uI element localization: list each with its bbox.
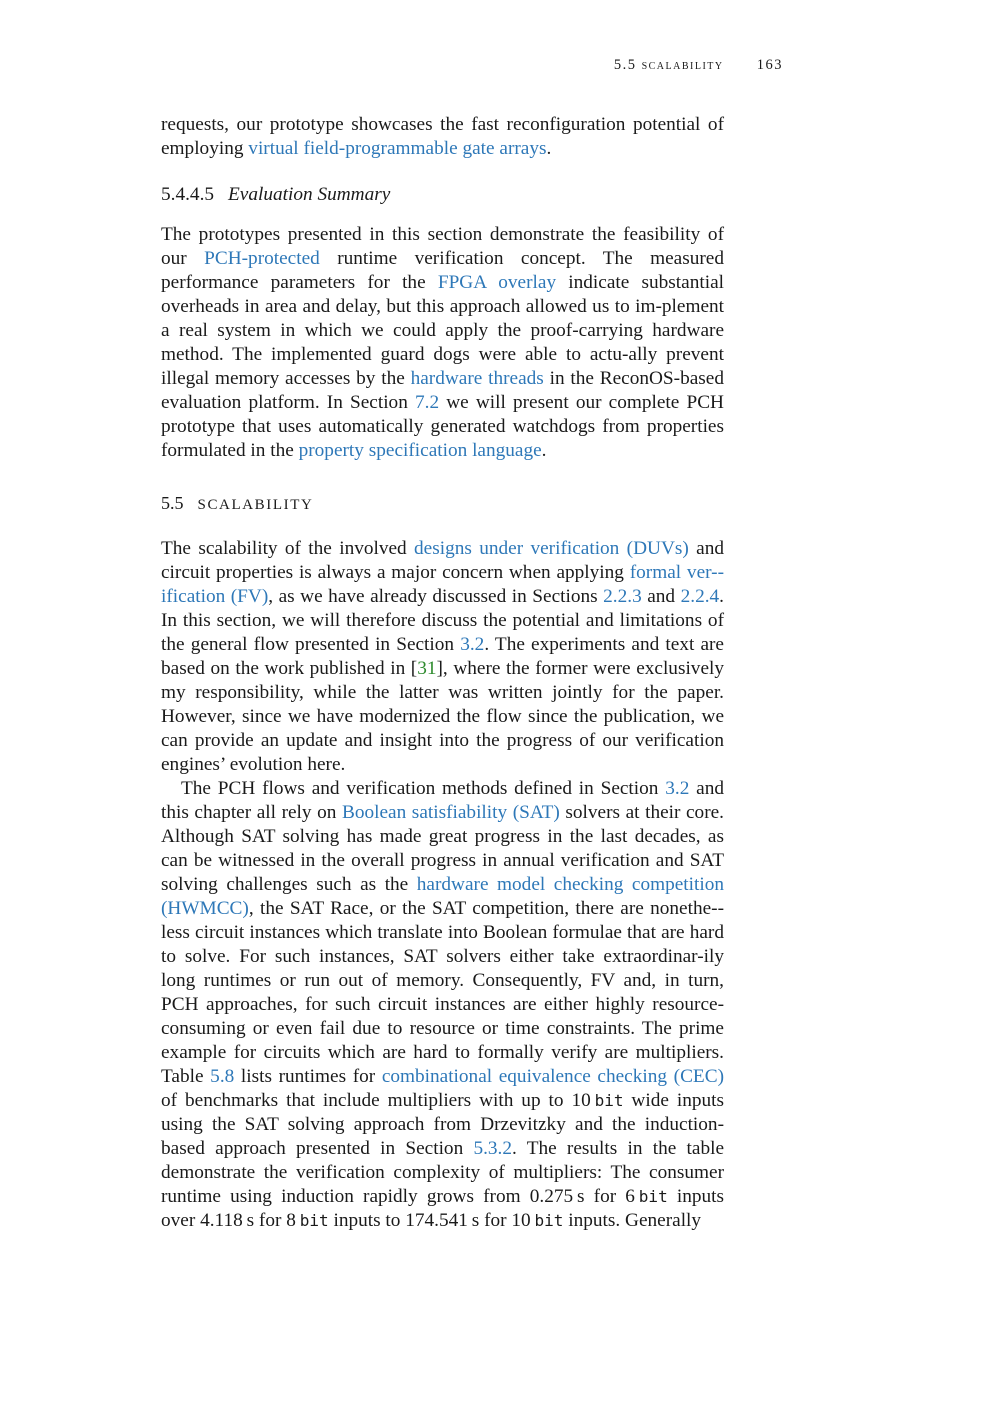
header-section-title: 5.5 scalability — [613, 57, 724, 73]
text-run: . The experiments and text are based on the work published in [ — [161, 634, 724, 679]
text-run: and — [641, 586, 681, 607]
unit-bit: bit — [638, 1187, 668, 1206]
link-section-7-2[interactable]: 7.2 — [414, 392, 440, 413]
subsection-heading — [161, 183, 724, 207]
text-run: indicate substantial overheads in area and delay, but this approach allowed us to im-plement a real system in which we could apply the proof-carrying hardware method. The implemented guard dogs were able to actu-ally prevent illegal memory accesses by the — [161, 272, 724, 389]
text-run: solvers at their core. Although SAT solving has made great progress in the last decades, as can be witnessed in the overall progress in annual verification and SAT solving challenges such as the — [161, 802, 724, 895]
paragraph-continuation — [161, 113, 724, 161]
text-run: lists runtimes for — [234, 1066, 382, 1087]
link-section-5-3-2[interactable]: 5.3.2 — [473, 1138, 513, 1159]
link-fv[interactable]: formal ver-ification (FV) — [161, 562, 725, 607]
section-number: 5.5 — [161, 493, 184, 513]
link-table-5-8[interactable]: 5.8 — [210, 1066, 235, 1087]
subsection-title: Evaluation Summary — [228, 184, 391, 205]
page-number: 163 — [756, 57, 783, 73]
text-run: of benchmarks that include multipliers with up to 10 — [161, 1090, 595, 1111]
text-run: inputs over 4.118 s for 8 — [161, 1186, 724, 1231]
text-run: inputs. Generally — [563, 1210, 702, 1231]
link-section-3-2[interactable]: 3.2 — [665, 778, 690, 799]
paragraph-scalability-intro — [161, 537, 724, 777]
link-hwmcc[interactable]: hardware model checking competition (HWMCC) — [161, 874, 724, 919]
text-run: in the ReconOS-based evaluation platform. In Section — [161, 368, 724, 413]
text-run: , the SAT Race, or the SAT competition, there are nonethe-less circuit instances which translate into Boolean formulae that are hard to solve. For such instances, SAT solvers either take extraordinar-ily long runtimes or run out of memory. Consequently, FV and, in turn, PCH approaches, for such circuit instances are either highly resource-consuming or even fail due to resource or time constraints. The prime example for circuits which are hard to formally verify are multipliers. Table — [161, 898, 724, 1087]
link-hardware-threads[interactable]: hardware threads — [410, 368, 544, 389]
text-run: and circuit properties is always a major concern when applying — [161, 538, 724, 583]
unit-bit: bit — [594, 1091, 624, 1110]
text-run: and this chapter all rely on — [161, 778, 724, 823]
link-fpga-overlay[interactable]: FPGA overlay — [437, 272, 557, 293]
link-psl[interactable]: property specification language — [298, 440, 542, 461]
link-duvs[interactable]: designs under verification (DUVs) — [414, 538, 689, 559]
text-run: The prototypes presented in this section demonstrate the feasibility of our — [161, 224, 724, 269]
text-run: . — [541, 440, 547, 461]
link-vfpga[interactable]: virtual field-programmable gate arrays — [248, 138, 547, 159]
text-run: wide inputs using the SAT solving approach from Drzevitzky and the induction-based approach presented in Section — [161, 1090, 724, 1159]
text-run: The PCH flows and verification methods defined in Section — [181, 778, 666, 799]
paragraph-evaluation-summary — [161, 223, 724, 463]
link-section-2-2-4[interactable]: 2.2.4 — [680, 586, 720, 607]
text-run: The scalability of the involved — [161, 538, 415, 559]
running-header — [614, 57, 783, 74]
text-run: . The results in the table demonstrate the verification complexity of multipliers: The consumer runtime using induction rapidly grows from 0.275 s for 6 — [161, 1138, 724, 1207]
link-cec[interactable]: combinational equivalence checking (CEC) — [381, 1066, 724, 1087]
text-run: , as we have already discussed in Sections — [268, 586, 604, 607]
main-text — [161, 113, 724, 1233]
text-run: ], where the former were exclusively my responsibility, while the latter was written jointly for the paper. However, since we have modernized the flow since the publication, we can provide an update and insight into the progress of our verification engines’ evolution here. — [161, 658, 725, 775]
unit-bit: bit — [299, 1211, 329, 1230]
text-run: inputs to 174.541 s for 10 — [328, 1210, 535, 1231]
paragraph-sat-solvers — [161, 777, 724, 1233]
link-section-2-2-3[interactable]: 2.2.3 — [603, 586, 642, 607]
unit-bit: bit — [534, 1211, 564, 1230]
link-section-3-2[interactable]: 3.2 — [460, 634, 485, 655]
section-heading — [161, 491, 724, 515]
citation-31[interactable]: 31 — [417, 658, 437, 679]
text-run: runtime verification concept. The measured performance parameters for the — [161, 248, 724, 293]
text-run: . In this section, we will therefore discuss the potential and limitations of the general flow presented in Section — [161, 586, 724, 655]
text-run: we will present our complete PCH prototype that uses automatically generated watchdogs from properties formulated in the — [161, 392, 724, 461]
section-title: SCALABILITY — [197, 497, 314, 513]
text-run: . — [546, 138, 552, 159]
text-run: requests, our prototype showcases the fast reconfiguration potential of employing — [161, 114, 724, 159]
link-sat[interactable]: Boolean satisfiability (SAT) — [341, 802, 560, 823]
link-pch-protected[interactable]: PCH-protected — [204, 248, 320, 269]
subsection-number: 5.4.4.5 — [161, 184, 215, 205]
